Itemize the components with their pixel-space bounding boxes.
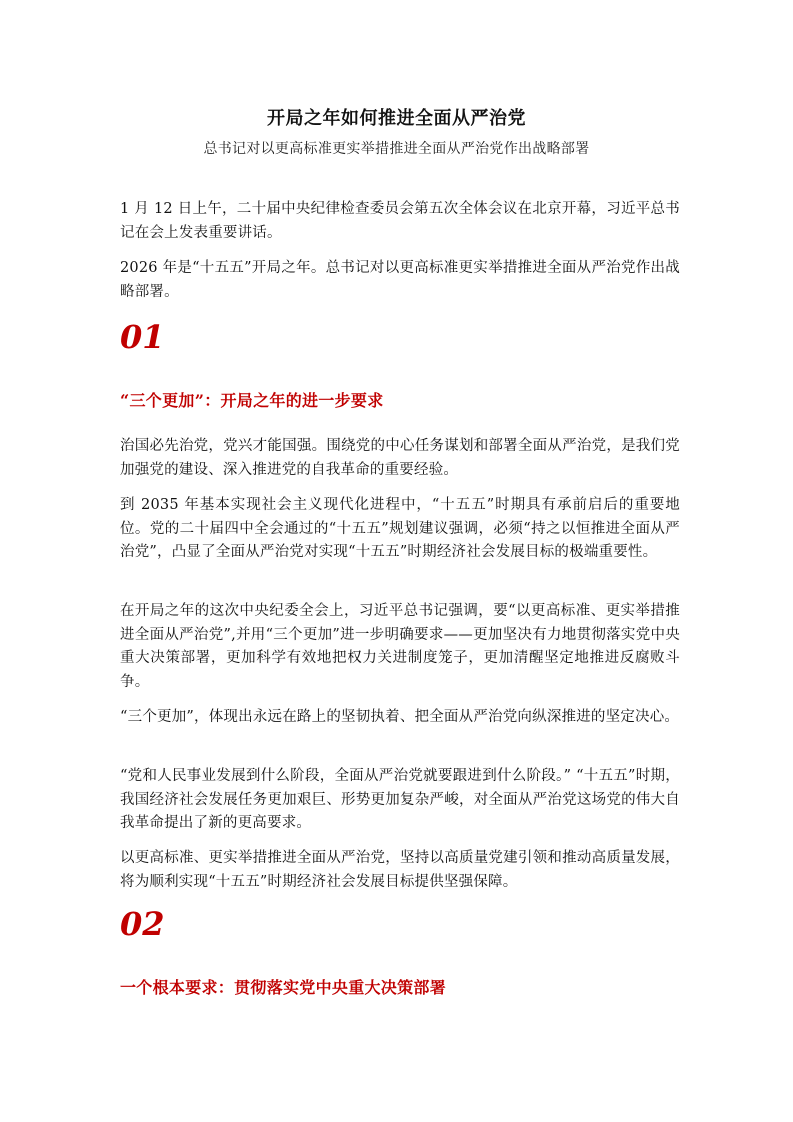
- section-heading-02: 一个根本要求：贯彻落实党中央重大决策部署: [120, 978, 447, 997]
- section-number-02: 02: [120, 905, 165, 943]
- article-title: 开局之年如何推进全面从严治党: [267, 108, 526, 129]
- section-01-paragraph-4: “三个更加”，体现出永远在路上的坚韧执着、把全面从严治党向纵深推进的坚定决心。: [120, 709, 680, 725]
- section-01-paragraph-3: 在开局之年的这次中央纪委全会上，习近平总书记强调，要“以更高标准、更实举措推进全面从严治党”,并用“三个更加”进一步明确要求——更加坚决有力地贯彻落实党中央重大决策部署，更加科学有效地把权力关进制度笼子，更加清醒坚定地推进反腐败斗争。: [120, 603, 680, 690]
- section-01-paragraph-2: 到 2035 年基本实现社会主义现代化进程中，“十五五”时期具有承前启后的重要地位。党的二十届四中全会通过的“十五五”规划建议强调，必须“持之以恒推进全面从严治党”，凸显了全面从严治党对实现“十五五”时期经济社会发展目标的极端重要性。: [120, 497, 680, 560]
- section-heading-01: “三个更加”：开局之年的进一步要求: [120, 391, 384, 410]
- section-number-01: 01: [120, 318, 165, 356]
- section-01-paragraph-5: “党和人民事业发展到什么阶段，全面从严治党就要跟进到什么阶段。” “十五五”时期，我国经济社会发展任务更加艰巨、形势更加复杂严峻，对全面从严治党这场党的伟大自我革命提出了新的更高要求。: [120, 768, 680, 831]
- section-01-paragraph-1: 治国必先治党，党兴才能国强。围绕党的中心任务谋划和部署全面从严治党，是我们党加强党的建设、深入推进党的自我革命的重要经验。: [120, 438, 680, 478]
- section-01-paragraph-6: 以更高标准、更实举措推进全面从严治党，坚持以高质量党建引领和推动高质量发展，将为顺利实现“十五五”时期经济社会发展目标提供坚强保障。: [120, 850, 680, 890]
- article-subtitle: 总书记对以更高标准更实举措推进全面从严治党作出战略部署: [203, 141, 590, 157]
- intro-paragraph-2: 2026 年是“十五五”开局之年。总书记对以更高标准更实举措推进全面从严治党作出战略部署。: [120, 260, 680, 300]
- intro-paragraph-1: 1 月 12 日上午，二十届中央纪律检查委员会第五次全体会议在北京开幕，习近平总书记在会上发表重要讲话。: [120, 201, 680, 241]
